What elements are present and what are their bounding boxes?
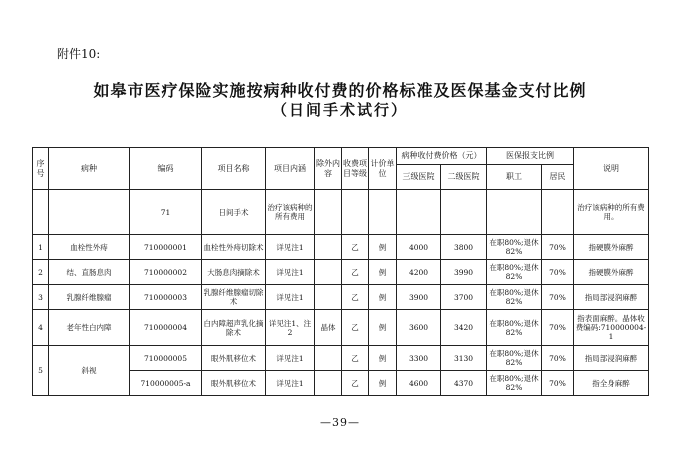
document-subtitle: （日间手术试行） — [271, 101, 408, 119]
row-disease: 血栓性外痔 — [49, 235, 130, 260]
page-number: —39— — [320, 416, 360, 429]
header-price-group: 病种收付费价格（元） — [397, 148, 487, 165]
row-exclusions — [315, 346, 342, 371]
header-item-content: 项目内涵 — [266, 148, 315, 190]
row-disease: 乳腺纤维腺瘤 — [49, 285, 130, 310]
row-tier3-price: 3900 — [397, 285, 441, 310]
row-tier3-price: 4200 — [397, 260, 441, 285]
row-exclusions — [315, 260, 342, 285]
row-fee-grade: 乙 — [342, 285, 369, 310]
row-tier2-price: 3800 — [441, 235, 487, 260]
table-row — [33, 235, 649, 260]
row-fee-grade: 乙 — [342, 346, 369, 371]
cell — [33, 190, 49, 235]
header-item-name: 项目名称 — [202, 148, 266, 190]
row-unit: 例 — [369, 310, 397, 346]
category-remarks: 治疗该病种的所有费用。 — [574, 190, 649, 235]
row-tier2-price: 3700 — [441, 285, 487, 310]
category-item-content: 治疗该病种的所有费用 — [266, 190, 315, 235]
row-seq: 4 — [33, 310, 49, 346]
row-exclusions — [315, 371, 342, 396]
row-tier2-price: 3130 — [441, 346, 487, 371]
cell — [369, 190, 397, 235]
row-tier2-price: 3990 — [441, 260, 487, 285]
header-tier3: 三级医院 — [397, 165, 441, 190]
header-disease: 病种 — [49, 148, 130, 190]
row-employee-ratio: 在职80%;退休82% — [487, 310, 542, 346]
row-exclusions — [315, 285, 342, 310]
cell — [441, 190, 487, 235]
header-seq: 序号 — [33, 148, 49, 190]
row-disease: 结、直肠息肉 — [49, 260, 130, 285]
row-unit: 例 — [369, 371, 397, 396]
row-tier2-price: 3420 — [441, 310, 487, 346]
row-unit: 例 — [369, 235, 397, 260]
header-employee: 职工 — [487, 165, 542, 190]
header-reimbursement-group: 医保报支比例 — [487, 148, 574, 165]
row-item-name: 眼外肌移位术 — [202, 371, 266, 396]
row-employee-ratio: 在职80%;退休82% — [487, 235, 542, 260]
row-item-content: 详见注1 — [266, 260, 315, 285]
row-item-content: 详见注1 — [266, 346, 315, 371]
row-seq: 3 — [33, 285, 49, 310]
row-disease: 老年性白内障 — [49, 310, 130, 346]
row-resident-ratio: 70% — [542, 285, 574, 310]
row-unit: 例 — [369, 285, 397, 310]
row-disease: 斜视 — [49, 346, 130, 396]
row-item-name: 眼外肌移位术 — [202, 346, 266, 371]
row-employee-ratio: 在职80%;退休82% — [487, 285, 542, 310]
row-item-content: 详见注1、注2 — [266, 310, 315, 346]
header-fee-grade: 收费项目等级 — [342, 148, 369, 190]
header-exclusions: 除外内容 — [315, 148, 342, 190]
cell — [397, 190, 441, 235]
category-code: 71 — [130, 190, 202, 235]
row-item-name: 大肠息肉摘除术 — [202, 260, 266, 285]
row-exclusions: 晶体 — [315, 310, 342, 346]
row-resident-ratio: 70% — [542, 310, 574, 346]
row-tier3-price: 3300 — [397, 346, 441, 371]
row-item-content: 详见注1 — [266, 235, 315, 260]
row-item-content: 详见注1 — [266, 371, 315, 396]
row-tier2-price: 4370 — [441, 371, 487, 396]
row-item-name: 血栓性外痔切除术 — [202, 235, 266, 260]
fee-table — [32, 147, 649, 396]
row-code: 710000005 — [130, 346, 202, 371]
cell — [49, 190, 130, 235]
document-title: 如皋市医疗保险实施按病种收付费的价格标准及医保基金支付比例 — [93, 81, 587, 100]
annex-label: 附件10: — [57, 47, 101, 61]
row-employee-ratio: 在职80%;退休82% — [487, 346, 542, 371]
header-unit: 计价单位 — [369, 148, 397, 190]
row-remarks: 指局部浸润麻醉 — [574, 285, 649, 310]
cell — [342, 190, 369, 235]
row-remarks: 指硬膜外麻醉 — [574, 260, 649, 285]
row-remarks: 指表面麻醉。晶体收费编码:710000004-1 — [574, 310, 649, 346]
row-code: 710000004 — [130, 310, 202, 346]
header-remarks: 说明 — [574, 148, 649, 190]
row-item-name: 白内障超声乳化摘除术 — [202, 310, 266, 346]
category-item-name: 日间手术 — [202, 190, 266, 235]
row-fee-grade: 乙 — [342, 371, 369, 396]
row-fee-grade: 乙 — [342, 235, 369, 260]
header-tier2: 二级医院 — [441, 165, 487, 190]
row-fee-grade: 乙 — [342, 260, 369, 285]
row-item-content: 详见注1 — [266, 285, 315, 310]
row-unit: 例 — [369, 260, 397, 285]
row-remarks: 指局部浸润麻醉 — [574, 346, 649, 371]
row-resident-ratio: 70% — [542, 346, 574, 371]
row-resident-ratio: 70% — [542, 260, 574, 285]
row-code: 710000001 — [130, 235, 202, 260]
cell — [542, 190, 574, 235]
row-tier3-price: 4000 — [397, 235, 441, 260]
table-row — [33, 346, 649, 371]
table-row — [33, 310, 649, 346]
row-remarks: 指硬膜外麻醉 — [574, 235, 649, 260]
table-row — [33, 285, 649, 310]
row-remarks: 指全身麻醉 — [574, 371, 649, 396]
row-tier3-price: 4600 — [397, 371, 441, 396]
header-row — [33, 148, 649, 165]
header-resident: 居民 — [542, 165, 574, 190]
row-unit: 例 — [369, 346, 397, 371]
row-code: 710000003 — [130, 285, 202, 310]
row-code: 710000005-a — [130, 371, 202, 396]
table-row — [33, 260, 649, 285]
category-row — [33, 190, 649, 235]
cell — [487, 190, 542, 235]
row-seq: 2 — [33, 260, 49, 285]
row-employee-ratio: 在职80%;退休82% — [487, 260, 542, 285]
row-employee-ratio: 在职80%;退休82% — [487, 371, 542, 396]
row-code: 710000002 — [130, 260, 202, 285]
cell — [315, 190, 342, 235]
row-resident-ratio: 70% — [542, 235, 574, 260]
row-exclusions — [315, 235, 342, 260]
row-item-name: 乳腺纤维腺瘤切除术 — [202, 285, 266, 310]
row-seq: 1 — [33, 235, 49, 260]
row-tier3-price: 3600 — [397, 310, 441, 346]
header-code: 编码 — [130, 148, 202, 190]
row-resident-ratio: 70% — [542, 371, 574, 396]
row-seq: 5 — [33, 346, 49, 396]
row-fee-grade: 乙 — [342, 310, 369, 346]
